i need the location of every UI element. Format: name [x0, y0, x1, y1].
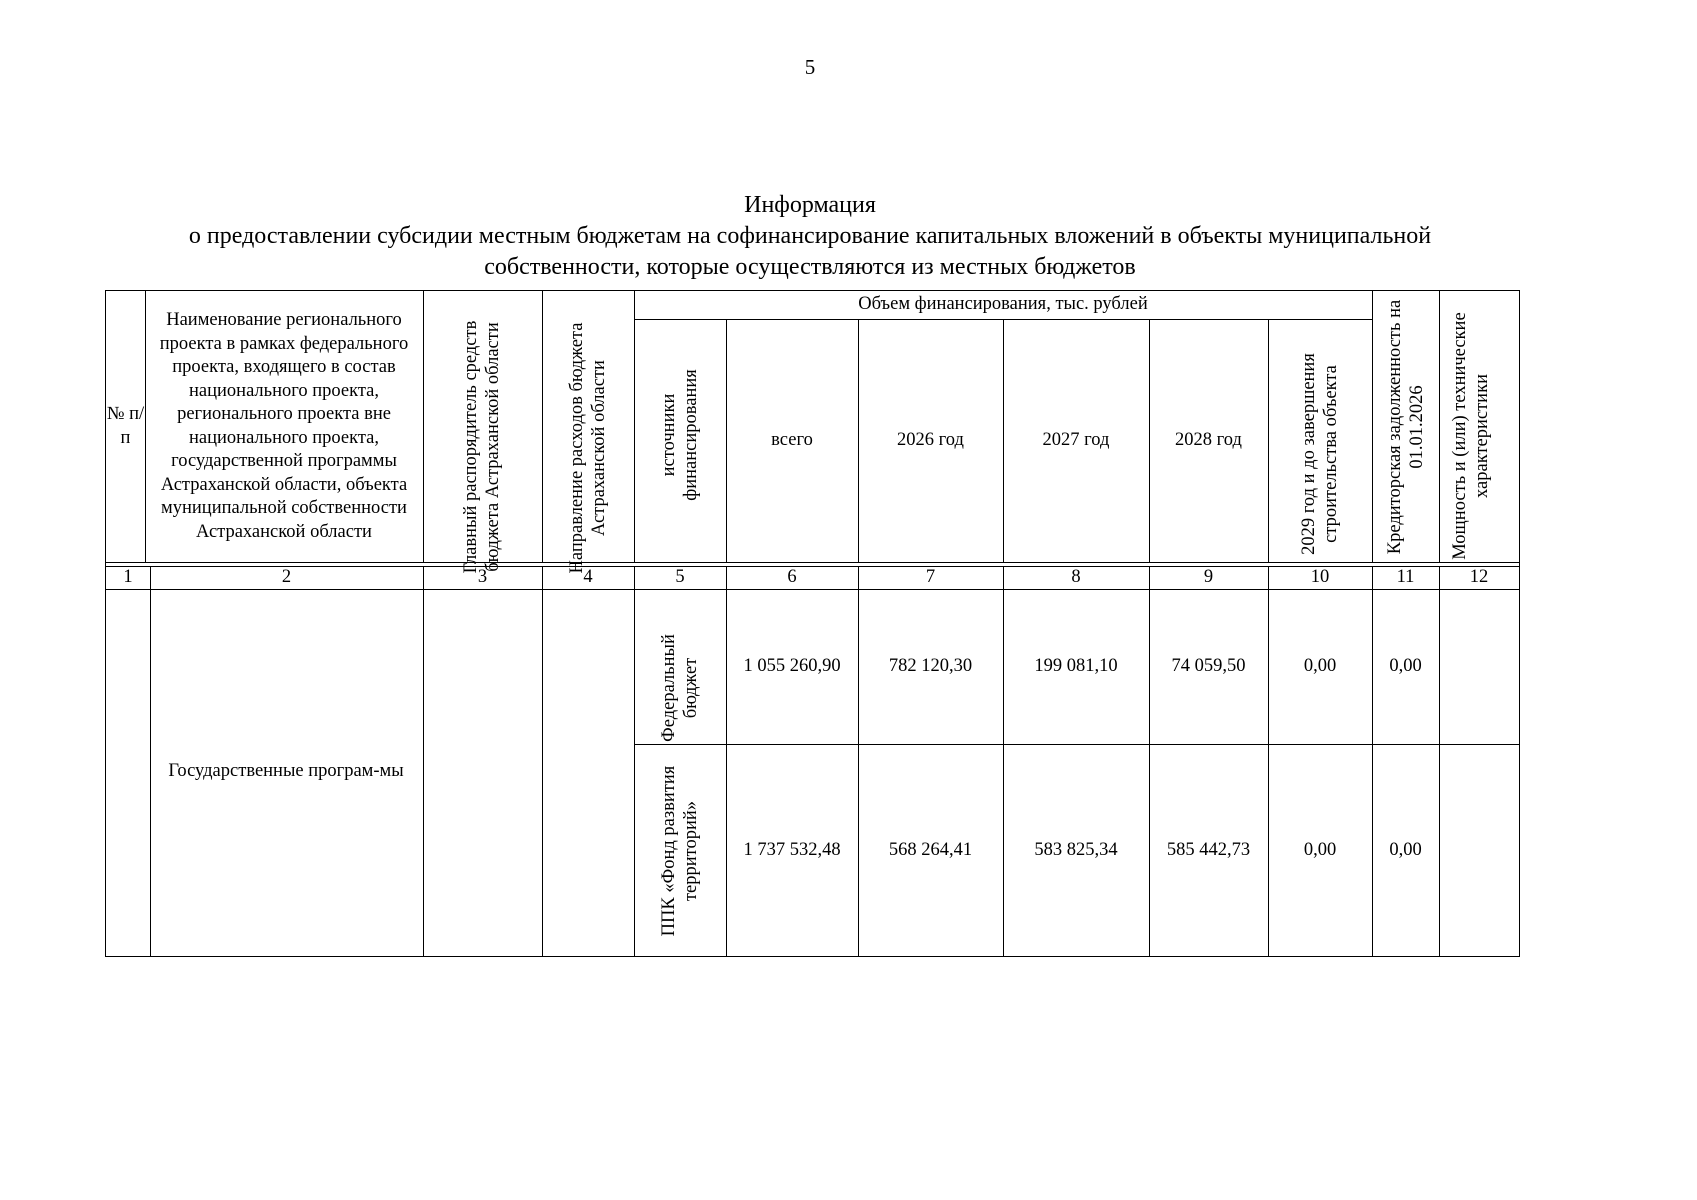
header-num: № п/п [106, 404, 145, 448]
header-capacity: Мощность и (или) технические характеристики [1450, 312, 1492, 560]
header-name: Наименование регионального проекта в рамках федерального проекта, входящего в состав национального проекта, регионального проекта вне национального проекта, государственной программы Астраханской области, объекта муниципальной собственности Астраханской области [159, 310, 409, 542]
header-sources: источники финансирования [659, 369, 701, 501]
financing-table [105, 290, 1520, 957]
row-2027: 199 081,10 [1034, 655, 1118, 676]
header-2027: 2027 год [1042, 429, 1110, 450]
col-number: 3 [477, 567, 488, 588]
header-2029: 2029 год и до завершения строительства объекта [1299, 353, 1341, 555]
col-number: 5 [675, 567, 685, 588]
title-line-2: о предоставлении субсидии местным бюджетам на софинансирование капитальных вложений в объекты муниципальной [188, 223, 1432, 249]
col-number: 6 [787, 567, 797, 588]
header-distributor: Главный распорядитель средств бюджета Астраханской области [461, 320, 503, 574]
header-direction: Направление расходов бюджета Астраханской области [567, 322, 609, 574]
group-name: Государственные програм-мы [168, 761, 404, 782]
col-number: 9 [1203, 567, 1214, 588]
col-number: 10 [1310, 567, 1330, 588]
row-creditor: 0,00 [1389, 839, 1422, 860]
row-source: Федеральный бюджет [659, 634, 701, 742]
col-number: 12 [1469, 567, 1489, 588]
document-title [0, 190, 1620, 283]
col-number: 7 [925, 567, 936, 588]
col-number: 4 [583, 567, 593, 588]
title-line-3: собственности, которые осуществляются из местных бюджетов [484, 254, 1136, 280]
col-number: 8 [1071, 567, 1081, 588]
row-2026: 782 120,30 [888, 655, 973, 676]
col-number: 2 [281, 567, 292, 588]
header-volume: Объем финансирования, тыс. рублей [858, 294, 1148, 315]
row-2027: 583 825,34 [1034, 839, 1118, 860]
header-2028: 2028 год [1175, 429, 1242, 450]
row-creditor: 0,00 [1389, 655, 1422, 676]
header-creditor: Кредиторская задолженность на 01.01.2026 [1385, 299, 1427, 555]
title-line-1: Информация [744, 192, 876, 218]
row-2029: 0,00 [1303, 655, 1337, 676]
col-number: 11 [1396, 567, 1415, 588]
row-2026: 568 264,41 [888, 839, 973, 860]
row-2029: 0,00 [1303, 839, 1337, 860]
row-source: ППК «Фонд развития территорий» [659, 765, 701, 937]
page-number: 5 [804, 55, 816, 79]
col-number: 1 [123, 567, 133, 588]
row-2028: 74 059,50 [1171, 655, 1246, 676]
header-total: всего [771, 429, 813, 450]
row-2028: 585 442,73 [1166, 839, 1251, 860]
row-total: 1 055 260,90 [743, 655, 841, 676]
row-total: 1 737 532,48 [743, 839, 841, 860]
header-2026: 2026 год [897, 429, 964, 450]
